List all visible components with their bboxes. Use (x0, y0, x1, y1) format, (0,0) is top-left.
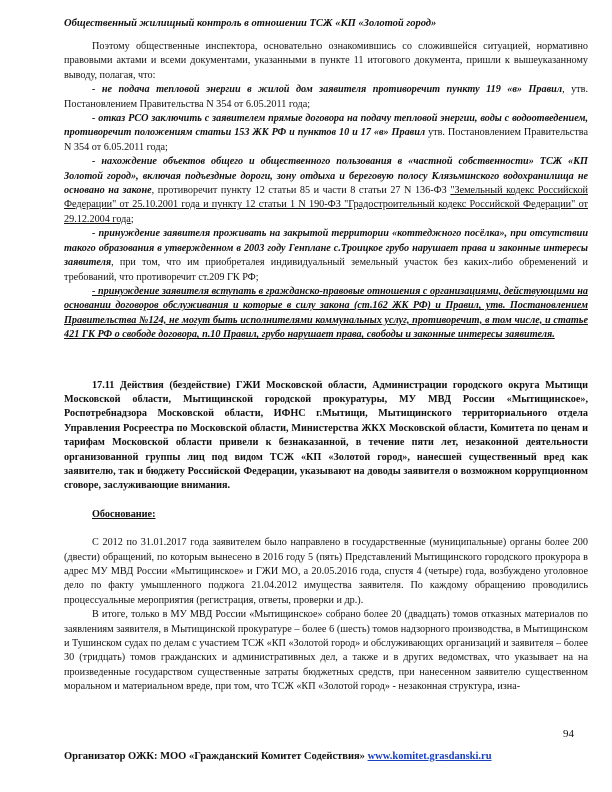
finding-1-text: , утв. Постановлением Правительства N 354 от 6.05.2011 года; (64, 84, 588, 110)
section-gap (64, 522, 588, 536)
finding-5-emphasis: - принуждение заявителя вступать в гражданско-правовые отношения с организациями, действующими на основании договоров обслуживания и которые в силу закона (ст.162 ЖК РФ) и Правил, утв. Постановлением Правительства №124, не могут быть исполнителями коммунальных услуг, противоречит, в том числе, и статье 421 ГК РФ о свободе договора, п.10 Правил, грубо нарушает права, свободы и законные интересы заявителя. (64, 285, 588, 341)
finding-3-text: , противоречит пункту 12 статьи 85 и части 8 статьи 27 N 136-ФЗ (151, 185, 451, 197)
page-footer (64, 751, 588, 762)
page-number: 94 (563, 728, 574, 740)
running-header: Общественный жилищный контроль в отношении ТСЖ «КП «Золотой город» (64, 18, 437, 29)
section-gap (64, 343, 588, 379)
intro-paragraph: Поэтому общественные инспектора, основательно ознакомившись со сложившейся ситуацией, нормативно правовыми актами и всеми документами, указанными в пункте 11 итогового документа, пришли к вышеуказанному выводу, полагая, что: (64, 41, 588, 81)
justification-heading-line (64, 508, 588, 522)
finding-item-4 (64, 227, 588, 285)
finding-3-end: ; (130, 213, 134, 225)
justification-paragraph-1: С 2012 по 31.01.2017 года заявителем было направлено в государственные (муниципальные) органы более 200 (двести) обращений, по которым вынесено в 2016 году 5 (пять) Представлений Мытищинского городского прокурора в адрес МУ МВД России «Мытищинское» и ГЖИ МО, а 20.05.2016 года, спустя 4 (четыре) года, возбуждено уголовное дело по факту умышленного поджога 21.04.2012 имущества заявителя. По каждому обращению проводились процессуальные мероприятия (регистрация, ответы, проверки и др.). (64, 537, 588, 606)
justification-paragraph-2: В итоге, только в МУ МВД России «Мытищинское» собрано более 20 (двадцать) томов отказных материалов по заявлениям заявителя, в Мытищинской прокуратуре – более 6 (шесть) томов надзорного производства, в Мытищинском и Тушинском судах по делам с участием ТСЖ «КП «Золотой город» и обслуживающих организаций и заявителя – более 30 (тридцать) томов гражданских и административных дел, а также и в других ведомствах, что указывает на на произведенные государством существенные затраты бюджетных средств, при нанесенном заявителю существенном моральном и материальном вреде, при том, что ТСЖ «КП «Золотой город» - незаконная структура, изна- (64, 609, 588, 693)
section-17-11-number: 17.11 (92, 379, 115, 391)
finding-4-text: , при том, что им приобреталея индивидуальный земельный участок без каких-либо обременений и требований, что противоречит ст.209 ГК РФ; (64, 257, 588, 283)
finding-item-5 (64, 285, 588, 343)
justification-heading: Обоснование: (92, 508, 156, 520)
finding-item-2 (64, 112, 588, 155)
section-17-11 (64, 379, 588, 494)
finding-2-text: утв. Постановлением Правительства N 354 от 6.05.2011 года; (64, 127, 588, 153)
finding-1-emphasis: - не подача тепловой энергии в жилой дом заявителя противоречит пункту 119 «в» Правил (92, 84, 563, 96)
section-17-11-text: Действия (бездействие) ГЖИ Московской области, Администрации городского округа Мытищи Московской области, Мытищинской городской прокуратуры, МУ МВД России «Мытищинское», Роспотребнадзора Московской области, ИФНС г.Мытищи, Мытищинского территориального отдела Управления Росреестра по Московской области, Министерства ЖКХ Московской области, Комитета по ценам и тарифам Московской области привели к безнаказанной, в течение пяти лет, незаконной деятельности организованной группы лиц под видом ТСЖ «КП «Золотой город», нанесшей существенный вред как заявителю, так и бюджету Российской Федерации, указывают на доводы заявителя о возможном коррупционном сговоре, заслуживающие внимания. (64, 379, 588, 492)
footer-website-link[interactable]: www.komitet.grasdanski.ru (367, 751, 492, 762)
document-body (64, 40, 588, 695)
footer-organizer: Организатор ОЖК: МОО «Гражданский Комитет Содействия» (64, 751, 365, 762)
section-gap (64, 494, 588, 508)
finding-3-law-reference: "Земельный кодекс Российской Федерации" от 25.10.2001 года и пункту 12 статьи 1 N 190-ФЗ "Градостроительный кодекс Российской Федерации" от 29.12.2004 года (64, 185, 589, 225)
finding-3-emphasis: - нахождение объектов общего и общественного пользования в «частной собственности» ТСЖ «КП Золотой город», включая подъездные дороги, зону отдыха и береговую полосу Клязьминского водохранилища не основано на законе (64, 156, 588, 197)
finding-item-1 (64, 83, 588, 112)
finding-4-emphasis: - принуждение заявителя проживать на закрытой территории «коттеджного посёлка», при отсутствии такого образования в утвержденном в 2003 году Генплане с.Троицкое грубо нарушает права и законные интересы заявителя (64, 228, 588, 269)
finding-item-3 (64, 155, 588, 227)
finding-2-emphasis: - отказ РСО заключить с заявителем прямые договора на подачу тепловой энергии, воды с водоотведением, противоречит положениям статьи 153 ЖК РФ и пунктов 10 и 17 «в» Правил (64, 113, 588, 139)
